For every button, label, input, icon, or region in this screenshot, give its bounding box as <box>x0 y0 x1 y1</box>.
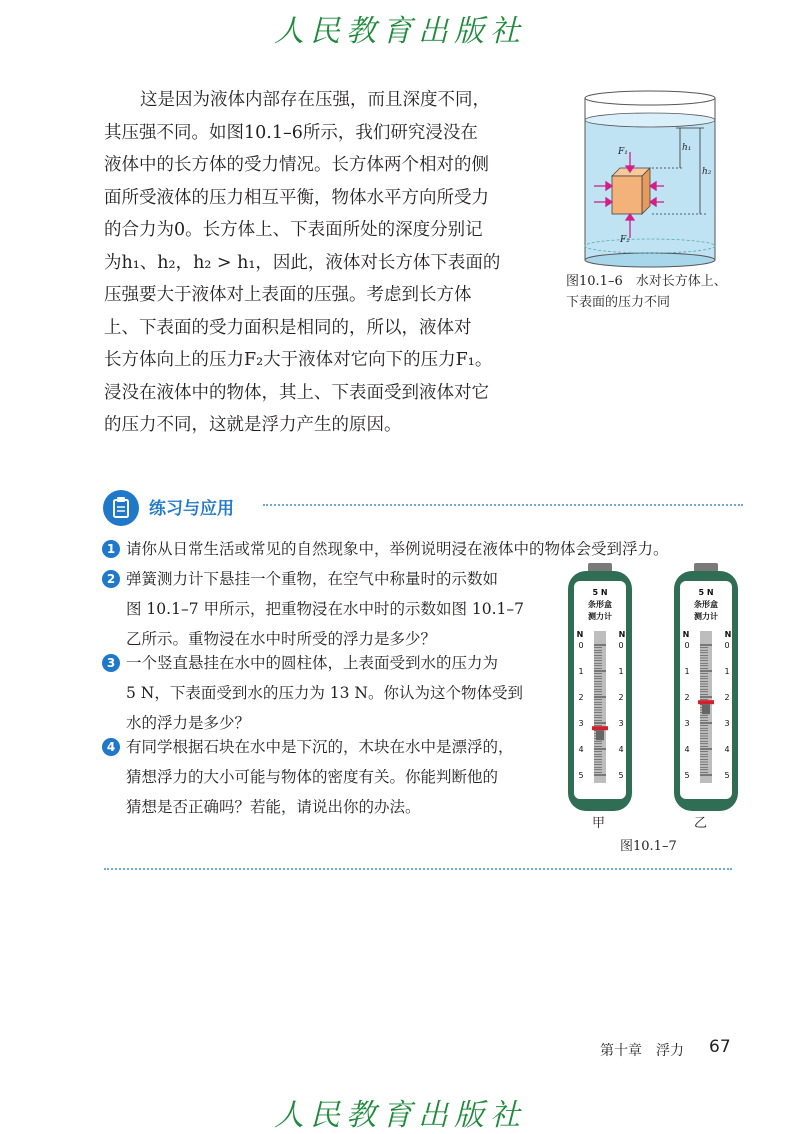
scale-title: 测力计 <box>588 612 612 621</box>
unit-label: N <box>724 630 732 639</box>
paragraph-line: 的压力不同，这就是浮力产生的原因。 <box>104 415 402 435</box>
question-item <box>106 648 566 738</box>
tick-label: 2 <box>618 693 624 702</box>
unit-label: N <box>576 630 584 639</box>
question-number-badge: 1 <box>102 540 120 558</box>
tick-label: 3 <box>724 719 730 728</box>
bottom-dotted-divider <box>104 868 732 870</box>
tick-label: 3 <box>618 719 624 728</box>
chapter-label: 第十章 浮力 <box>600 1043 684 1059</box>
caption-line: 图10.1–6 水对长方体上、 <box>566 274 727 289</box>
question-number-badge: 3 <box>102 654 120 672</box>
tick-label: 5 <box>578 771 584 780</box>
question-line: 猜想是否正确吗？若能，请说出你的办法。 <box>126 798 421 816</box>
scale-title: 条形盒 <box>588 600 612 609</box>
paragraph-line: 液体中的长方体的受力情况。长方体两个相对的侧 <box>104 155 489 175</box>
question-line: 图 10.1–7 甲所示，把重物浸在水中时的示数如图 10.1–7 <box>126 600 525 618</box>
tick-label: 4 <box>724 745 730 754</box>
label-f2: F₂ <box>620 235 630 245</box>
tick-label: 2 <box>578 693 584 702</box>
paragraph-line: 面所受液体的压力相互平衡，物体水平方向所受力 <box>104 187 489 208</box>
paragraph-line: 其压强不同。如图10.1–6所示，我们研究浸没在 <box>104 122 478 143</box>
paragraph-line: 长方体向上的压力F₂大于液体对它向下的压力F₁。 <box>104 350 493 370</box>
clipboard-icon <box>103 490 139 526</box>
tick-label: 2 <box>724 693 730 702</box>
tick-label: 3 <box>578 719 584 728</box>
label-h1: h₁ <box>682 143 692 153</box>
scale-slot <box>594 631 606 783</box>
section-title: 练习与应用 <box>149 499 234 519</box>
tick-label: 1 <box>578 667 584 676</box>
dotted-divider <box>263 504 743 506</box>
pointer-rod <box>702 704 710 714</box>
tick-label: 4 <box>578 745 584 754</box>
paragraph-line: 的合力为0。长方体上、下表面所处的深度分别记 <box>104 220 483 240</box>
question-number-badge: 2 <box>102 570 120 588</box>
figure-10-1-6 <box>580 90 720 270</box>
tick-label: 2 <box>684 693 690 702</box>
pointer-rod <box>596 730 604 740</box>
question-line: 5 N，下表面受到水的压力为 13 N。你认为这个物体受到 <box>126 684 523 702</box>
submerged-cuboid <box>612 168 650 214</box>
unit-label: N <box>682 630 690 639</box>
caption-line: 下表面的压力不同 <box>566 295 671 310</box>
tick-label: 0 <box>618 641 624 650</box>
figure-10-1-7 <box>566 563 742 811</box>
scale-title: 条形盒 <box>694 600 718 609</box>
question-line: 一个竖直悬挂在水中的圆柱体，上表面受到水的压力为 <box>126 654 499 672</box>
paragraph-line: 这是因为液体内部存在压强，而且深度不同， <box>140 90 490 110</box>
tick-label: 1 <box>618 667 624 676</box>
pointer-indicator <box>592 726 608 730</box>
tick-label: 5 <box>724 771 730 780</box>
figure-10-1-7-caption: 图10.1–7 <box>620 839 677 854</box>
paragraph-line: 为h₁、h₂，h₂ > h₁，因此，液体对长方体下表面的 <box>104 252 501 273</box>
publisher-logo-top: 人民教育出版社 <box>274 14 526 49</box>
pointer-indicator <box>698 700 714 704</box>
tick-label: 1 <box>724 667 730 676</box>
publisher-logo-bottom: 人民教育出版社 <box>274 1098 526 1133</box>
tick-label: 5 <box>618 771 624 780</box>
label-jia: 甲 <box>592 816 606 831</box>
question-item <box>106 564 566 654</box>
tick-label: 0 <box>578 641 584 650</box>
scale-title: 5 N <box>592 588 608 597</box>
question-line: 请你从日常生活或常见的自然现象中，举例说明浸在液体中的物体会受到浮力。 <box>126 540 669 558</box>
question-line: 水的浮力是多少？ <box>126 714 251 732</box>
spring-scale-jia <box>568 563 632 811</box>
tick-label: 0 <box>724 641 730 650</box>
section-header <box>103 490 743 524</box>
tick-label: 4 <box>684 745 690 754</box>
body-paragraph <box>104 84 524 442</box>
question-item <box>106 534 746 564</box>
paragraph-line: 浸没在液体中的物体，其上、下表面受到液体对它 <box>104 382 489 403</box>
question-line: 有同学根据石块在水中是下沉的，木块在水中是漂浮的， <box>126 738 514 756</box>
tick-label: 0 <box>684 641 690 650</box>
tick-label: 4 <box>618 745 624 754</box>
question-line: 弹簧测力计下悬挂一个重物，在空气中称量时的示数如 <box>126 570 499 588</box>
question-number-badge: 4 <box>102 738 120 756</box>
scale-title: 测力计 <box>694 612 718 621</box>
tick-label: 3 <box>684 719 690 728</box>
label-f1: F₁ <box>618 147 628 157</box>
unit-label: N <box>618 630 626 639</box>
scale-title: 5 N <box>698 588 714 597</box>
question-line: 乙所示。重物浸在水中时所受的浮力是多少？ <box>126 630 437 648</box>
spring-scale-yi <box>674 563 738 811</box>
page-number: 67 <box>709 1037 731 1057</box>
label-h2: h₂ <box>702 167 712 177</box>
question-line: 猜想浮力的大小可能与物体的密度有关。你能判断他的 <box>126 768 499 786</box>
label-yi: 乙 <box>694 816 708 831</box>
figure-10-1-6-caption <box>566 271 756 313</box>
question-item <box>106 732 566 822</box>
tick-label: 5 <box>684 771 690 780</box>
tick-label: 1 <box>684 667 690 676</box>
paragraph-line: 上、下表面的受力面积是相同的，所以，液体对 <box>104 317 472 338</box>
paragraph-line: 压强要大于液体对上表面的压强。考虑到长方体 <box>104 285 472 305</box>
